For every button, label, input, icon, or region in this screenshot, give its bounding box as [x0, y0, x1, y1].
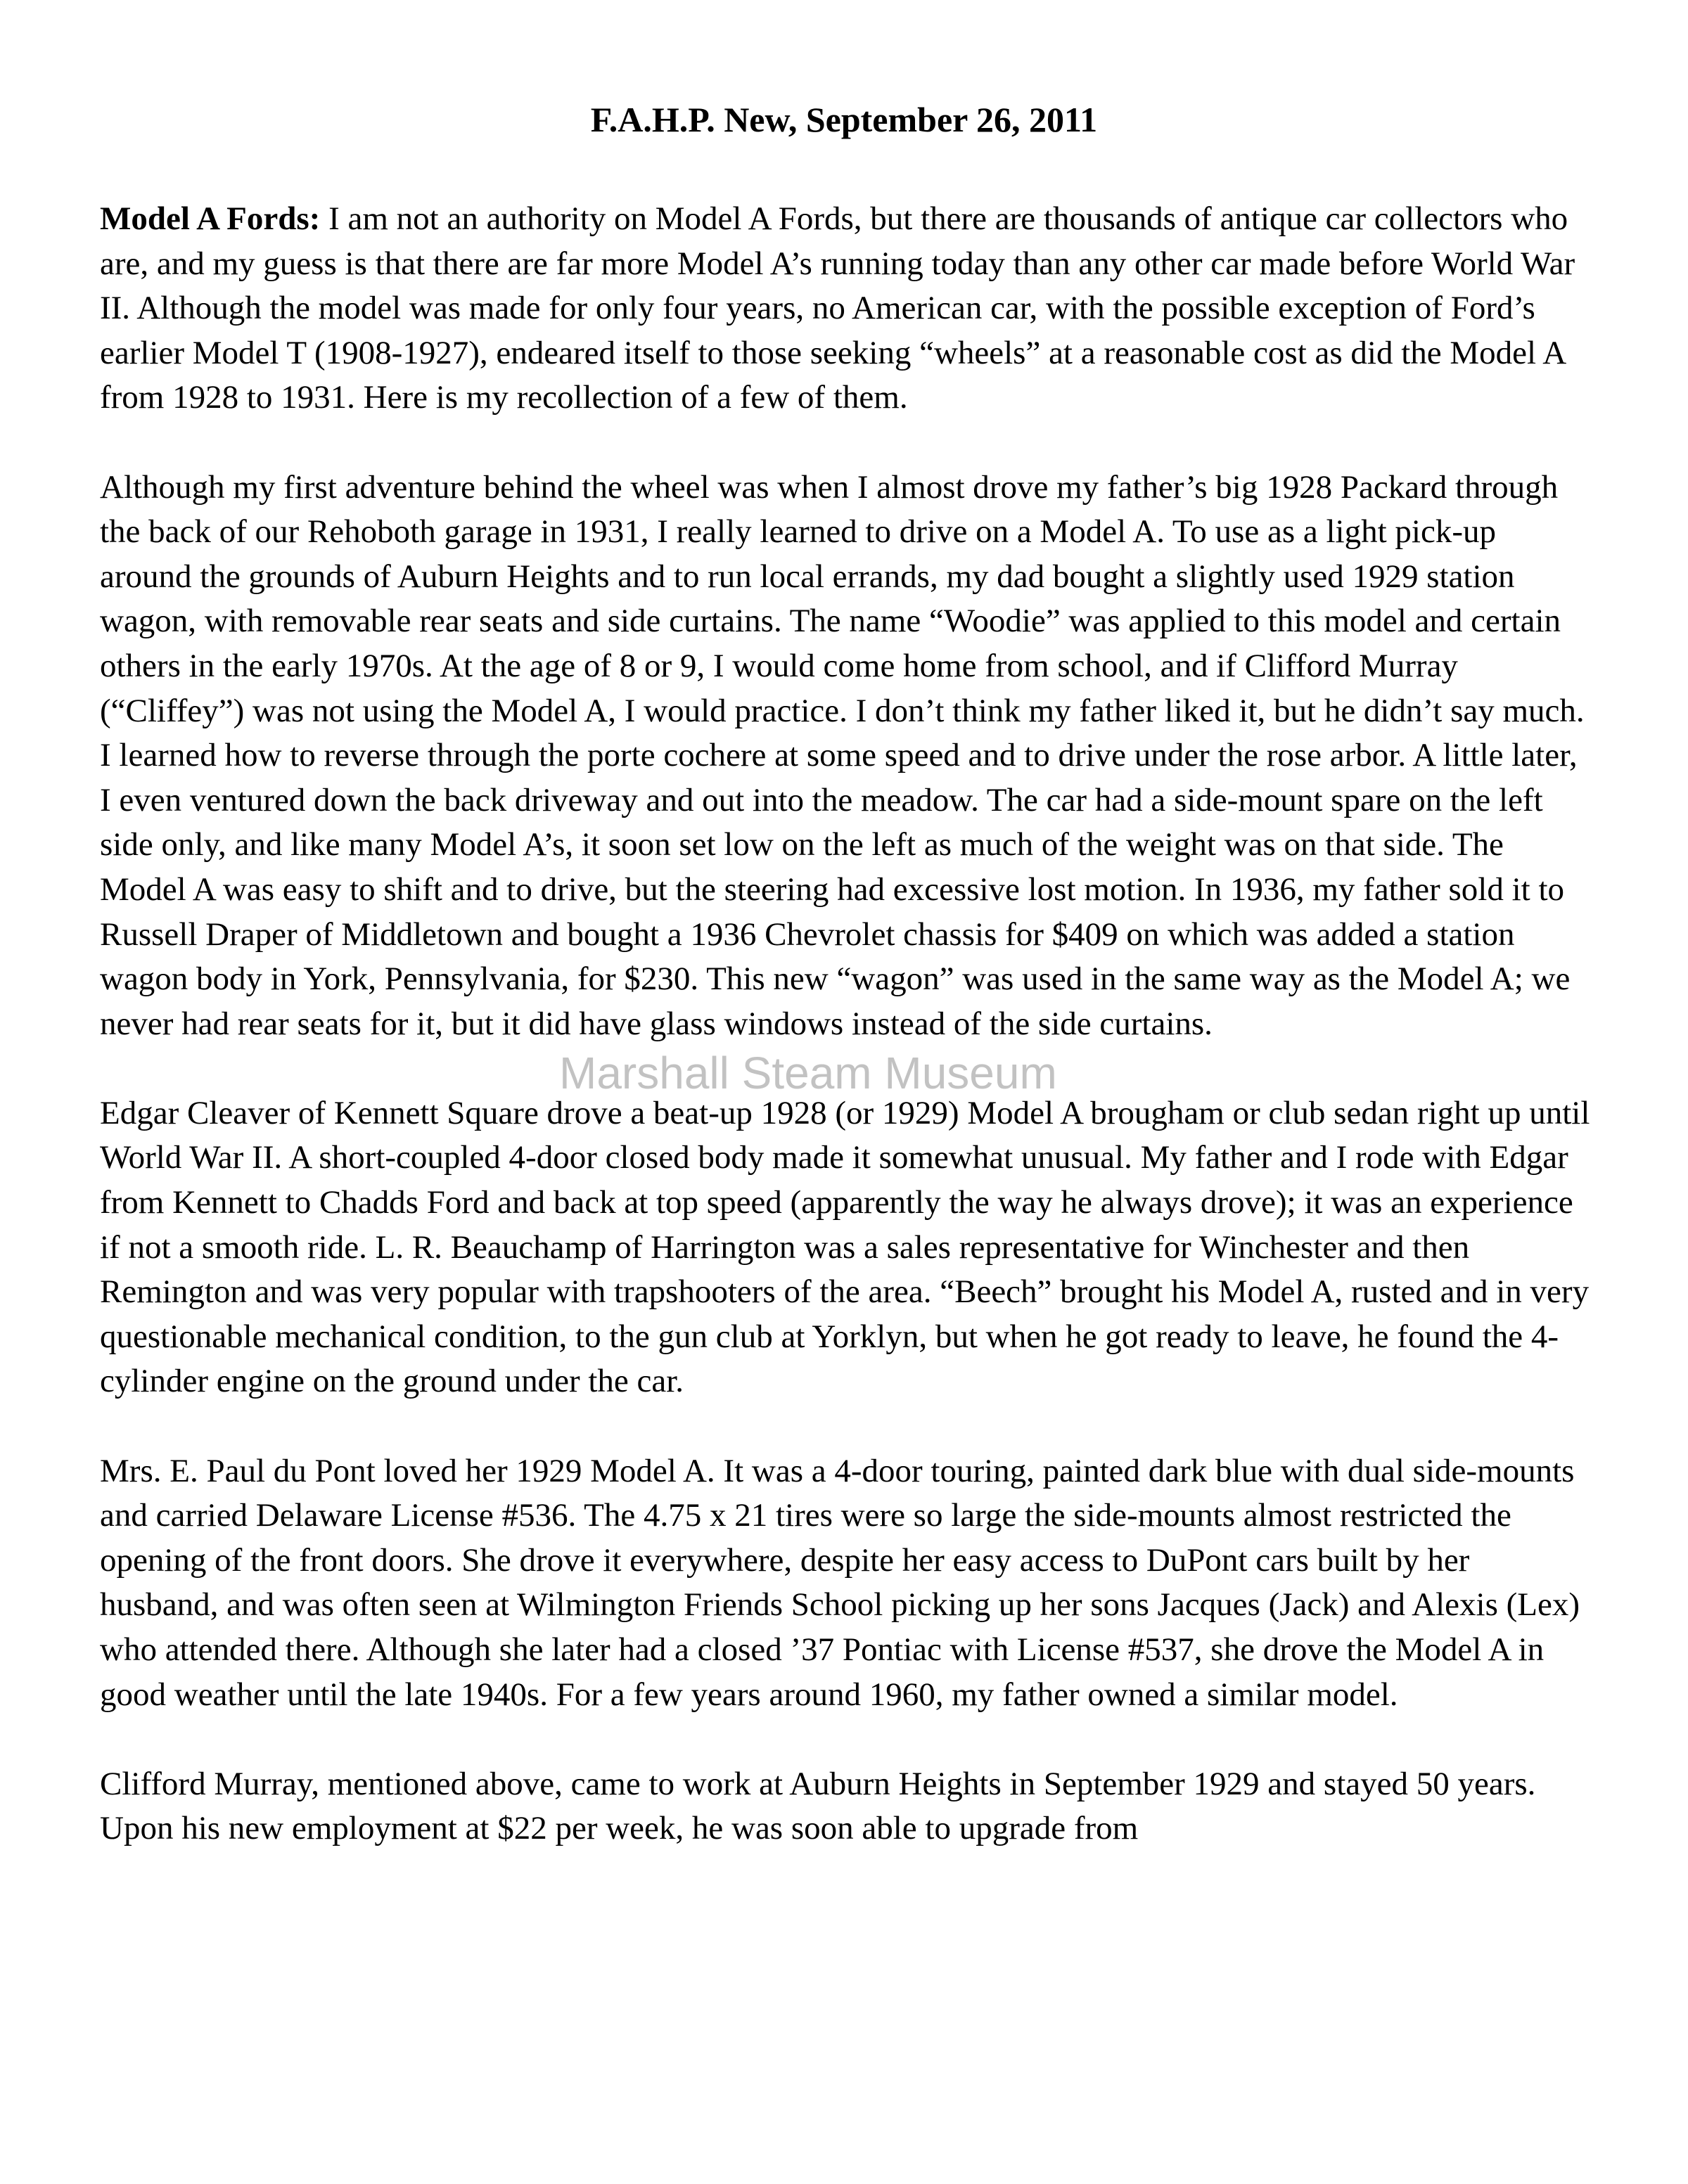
paragraph-text: Edgar Cleaver of Kennett Square drove a beat-up 1928 (or 1929) Model A brougham or club sedan right up until World War II. A short-coupled 4-door closed body made it somewhat unusual. My father and I rode with Edgar from Kennett to Chadds Ford and back at top speed (apparently the way he always drove); it was an experience if not a smooth ride. L. R. Beauchamp of Harrington was a sales representative for Winchester and then Remington and was very popular with trapshooters of the area. “Beech” brought his Model A, rusted and in very questionable mechanical condition, to the gun club at Yorklyn, but when he got ready to leave, he found the 4-cylinder engine on the ground under the car.: [100, 1094, 1590, 1400]
paragraph-text: Although my first adventure behind the wheel was when I almost drove my father’s big 1928 Packard through the back of our Rehoboth garage in 1931, I really learned to drive on a Model A. To use as a light pick-up around the grounds of Auburn Heights and to run local errands, my dad bought a slightly used 1929 station wagon, with removable rear seats and side curtains. The name “Woodie” was applied to this model and certain others in the early 1970s. At the age of 8 or 9, I would come home from school, and if Clifford Murray (“Cliffey”) was not using the Model A, I would practice. I don’t think my father liked it, but he didn’t say much. I learned how to reverse through the porte cochere at some speed and to drive under the rose arbor. A little later, I even ventured down the back driveway and out into the meadow. The car had a side-mount spare on the left side only, and like many Model A’s, it soon set low on the left as much of the weight was on that side. The Model A was easy to shift and to drive, but the steering had excessive lost motion. In 1936, my father sold it to Russell Draper of Middletown and bought a 1936 Chevrolet chassis for $409 on which was added a station wagon body in York, Pennsylvania, for $230. This new “wagon” was used in the same way as the Model A; we never had rear seats for it, but it did have glass windows instead of the side curtains.: [100, 468, 1585, 1042]
watermark: Marshall Steam Museum: [559, 1048, 1057, 1098]
paragraph-edgar-cleaver: [100, 1091, 1591, 1404]
page-title: F.A.H.P. New, September 26, 2011: [590, 100, 1098, 139]
paragraph-text: Mrs. E. Paul du Pont loved her 1929 Model A. It was a 4-door touring, painted dark blue with dual side-mounts and carried Delaware License #536. The 4.75 x 21 tires were so large the side-mounts almost restricted the opening of the front doors. She drove it everywhere, despite her easy access to DuPont cars built by her husband, and was often seen at Wilmington Friends School picking up her sons Jacques (Jack) and Alexis (Lex) who attended there. Although she later had a closed ’37 Pontiac with License #537, she drove the Model A in good weather until the late 1940s. For a few years around 1960, my father owned a similar model.: [100, 1452, 1580, 1713]
article-body: [100, 197, 1591, 1896]
section-heading: Model A Fords:: [100, 200, 321, 237]
paragraph-model-a-intro: [100, 197, 1591, 420]
paragraph-mrs-du-pont: [100, 1449, 1591, 1718]
paragraph-clifford-murray: [100, 1762, 1591, 1851]
paragraph-text: Clifford Murray, mentioned above, came to work at Auburn Heights in September 1929 and stayed 50 years. Upon his new employment at $22 per week, he was soon able to upgrade from: [100, 1765, 1536, 1847]
paragraph-learning-to-drive: [100, 465, 1591, 1047]
paragraph-text: I am not an authority on Model A Fords, but there are thousands of antique car collectors who are, and my guess is that there are far more Model A’s running today than any other car made before World War II. Although the model was made for only four years, no American car, with the possible exception of Ford’s earlier Model T (1908-1927), endeared itself to those seeking “wheels” at a reasonable cost as did the Model A from 1928 to 1931. Here is my recollection of a few of them.: [100, 200, 1575, 416]
